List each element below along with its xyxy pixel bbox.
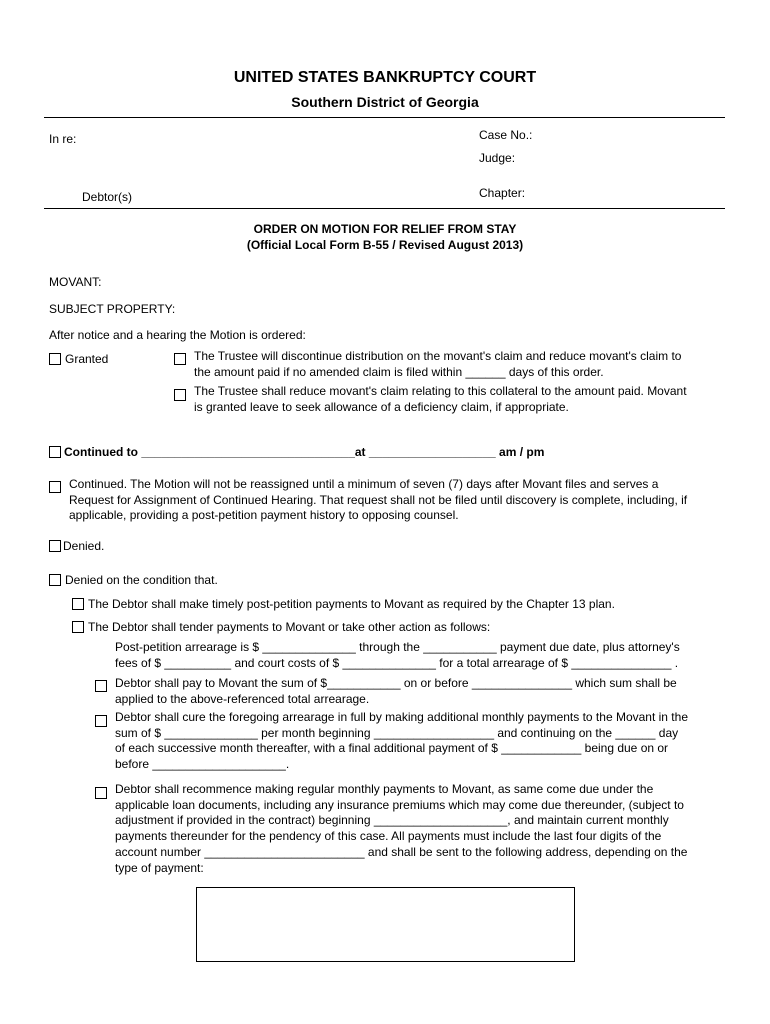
- payment-address-box[interactable]: [196, 887, 575, 962]
- order-title: ORDER ON MOTION FOR RELIEF FROM STAY: [253, 222, 517, 236]
- tender-payments-checkbox[interactable]: [72, 621, 84, 633]
- movant-label: MOVANT:: [49, 275, 102, 289]
- continued-to-text: Continued to ________________________________at ___________________ am / pm: [64, 445, 545, 459]
- arrearage-text: Post-petition arrearage is $ ______________ through the ___________ payment due date, plus attorney's fees of $ __________ and court costs of $ ______________ for a total arrearage of $ _______________ .: [115, 640, 680, 670]
- case-no-label: Case No.:: [479, 128, 533, 142]
- denied-label: Denied.: [63, 539, 105, 553]
- judge-label: Judge:: [479, 151, 516, 165]
- cure-arrearage-text: Debtor shall cure the foregoing arrearage in full by making additional monthly payments to the Movant in the sum of $ ______________ per month beginning __________________ and continuing on the ______ day of each successive month thereafter, with a final additional payment of $ ____________ being due on or before ____________________.: [115, 710, 688, 772]
- ordered-text: After notice and a hearing the Motion is ordered:: [49, 328, 306, 342]
- debtors-label: Debtor(s): [82, 190, 133, 204]
- caption-rule-bottom: [44, 208, 725, 209]
- chapter-label: Chapter:: [479, 186, 526, 200]
- court-title: UNITED STATES BANKRUPTCY COURT: [233, 69, 537, 86]
- continued-text: Continued. The Motion will not be reassigned until a minimum of seven (7) days after Movant files and serves a Request for Assignment of Continued Hearing. That request shall not be filed until discovery is complete, including, if applicable, providing a post-petition payment history to opposing counsel.: [69, 477, 688, 523]
- district-title: Southern District of Georgia: [291, 94, 479, 110]
- in-re-label: In re:: [49, 132, 77, 146]
- cure-arrearage-checkbox[interactable]: [95, 715, 107, 727]
- continued-to-checkbox[interactable]: [49, 446, 61, 458]
- timely-payments-text: The Debtor shall make timely post-petition payments to Movant as required by the Chapter 13 plan.: [88, 597, 615, 611]
- denied-checkbox[interactable]: [49, 540, 61, 552]
- denied-condition-label: Denied on the condition that.: [65, 573, 218, 587]
- tender-payments-text: The Debtor shall tender payments to Movant or take other action as follows:: [88, 620, 491, 634]
- timely-payments-checkbox[interactable]: [72, 598, 84, 610]
- granted-label: Granted: [65, 352, 109, 366]
- trustee-discontinue-text: The Trustee will discontinue distribution on the movant's claim and reduce movant's claim to the amount paid if no amended claim is filed within ______ days of this order.: [194, 349, 682, 379]
- pay-sum-text: Debtor shall pay to Movant the sum of $___________ on or before _______________ which sum shall be applied to the above-referenced total arrearage.: [115, 676, 677, 706]
- regular-payments-text: Debtor shall recommence making regular monthly payments to Movant, as same come due under the applicable loan documents, including any insurance premiums which may come due thereunder, (subject to adjustment if provided in the contract) beginning ____________________, and maintain current monthly payments thereunder for the pendency of this case. All payments must include the last four digits of the account number ________________________ and shall be sent to the following address, depending on the type of payment:: [115, 782, 688, 875]
- trustee-discontinue-checkbox[interactable]: [174, 353, 186, 365]
- order-subtitle: (Official Local Form B-55 / Revised August 2013): [246, 238, 524, 252]
- pay-sum-checkbox[interactable]: [95, 680, 107, 692]
- header-rule-top: [44, 117, 725, 118]
- denied-condition-checkbox[interactable]: [49, 574, 61, 586]
- subject-property-label: SUBJECT PROPERTY:: [49, 302, 176, 316]
- granted-checkbox[interactable]: [49, 353, 61, 365]
- trustee-reduce-checkbox[interactable]: [174, 389, 186, 401]
- regular-payments-checkbox[interactable]: [95, 787, 107, 799]
- continued-checkbox[interactable]: [49, 481, 61, 493]
- trustee-reduce-text: The Trustee shall reduce movant's claim relating to this collateral to the amount paid. Movant is granted leave to seek allowance of a deficiency claim, if appropriate.: [194, 384, 687, 414]
